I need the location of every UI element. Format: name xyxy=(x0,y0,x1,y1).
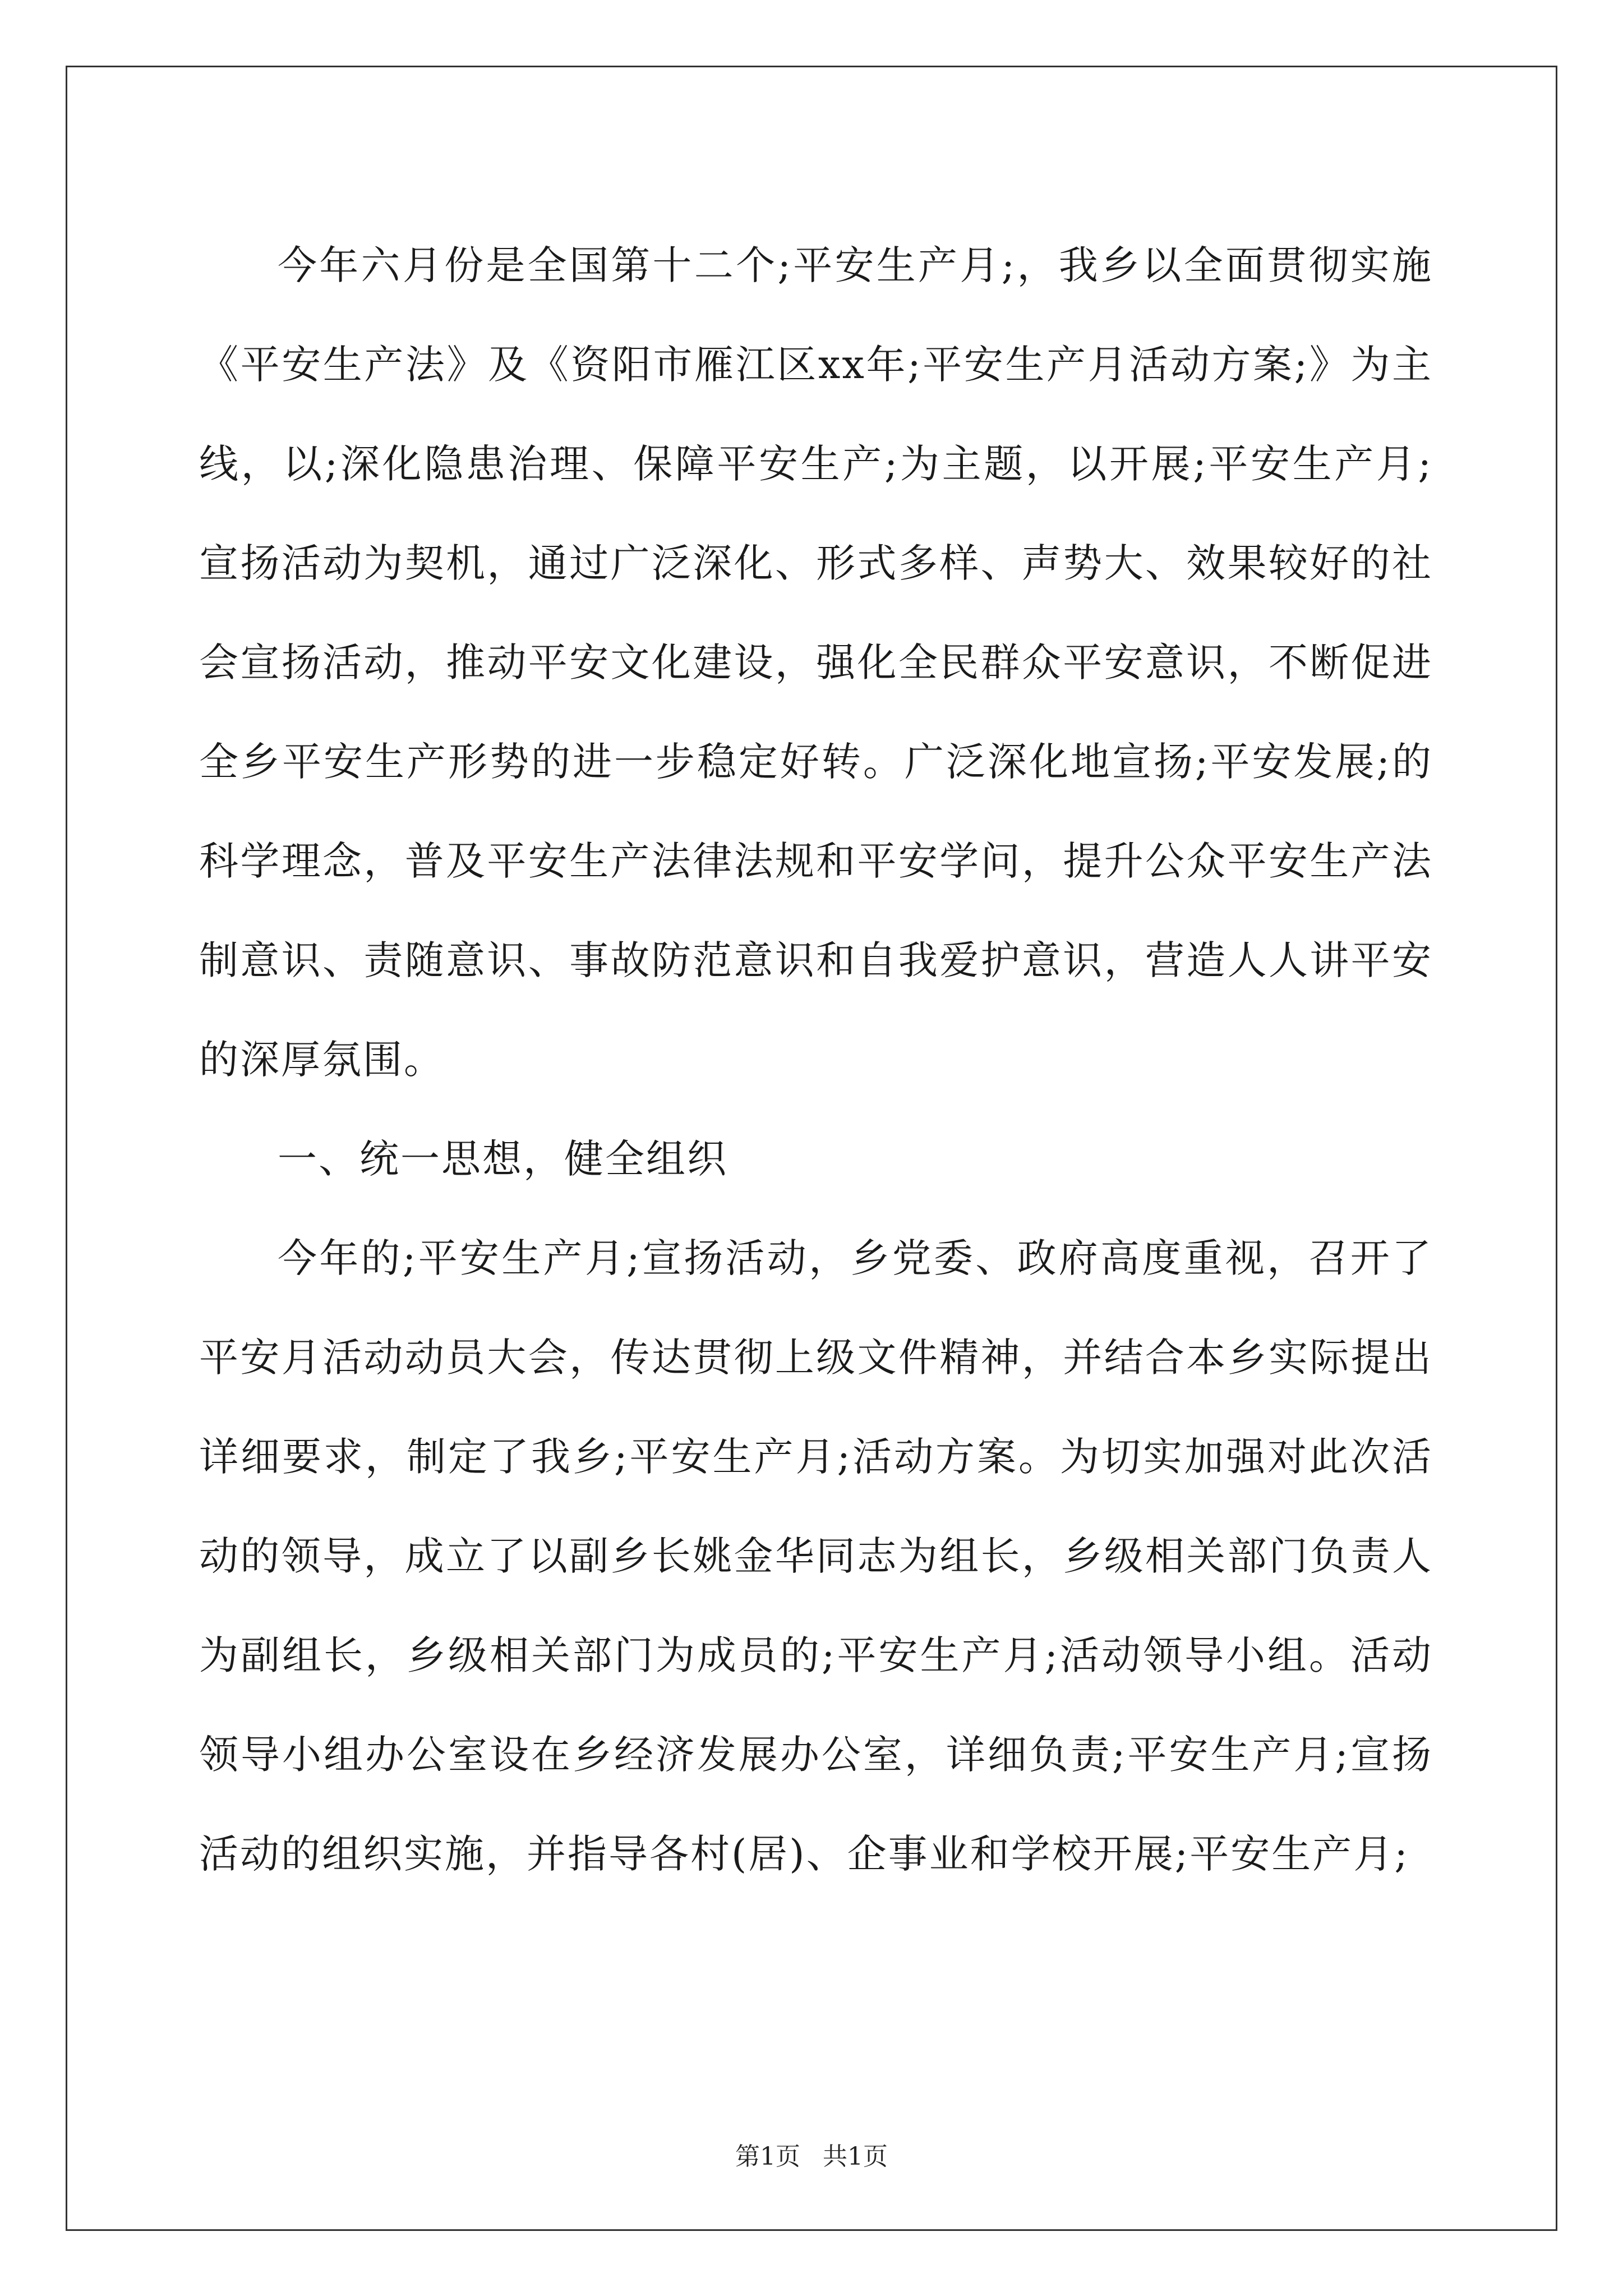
page-number-current: 第1页 xyxy=(735,2142,800,2171)
paragraph-organization: 今年的;平安生产月;宣扬活动，乡党委、政府高度重视，召开了平安月活动动员大会，传达贯彻上级文件精神，并结合本乡实际提出详细要求，制定了我乡;平安生产月;活动方案。为切实加强对此次活动的领导，成立了以副乡长姚金华同志为组长，乡级相关部门负责人为副组长，乡级相关部门为成员的;平安生产月;活动领导小组。活动领导小组办公室设在乡经济发展办公室，详细负责;平安生产月;宣扬活动的组织实施，并指导各村(居)、企事业和学校开展;平安生产月; xyxy=(199,1235,1433,1877)
document-body xyxy=(199,216,1433,1904)
page-number-total: 共1页 xyxy=(823,2142,888,2171)
page-footer xyxy=(0,2136,1623,2172)
section-heading: 一、统一思想，健全组织 xyxy=(278,1136,728,1182)
paragraph-intro: 今年六月份是全国第十二个;平安生产月;，我乡以全面贯彻实施《平安生产法》及《资阳市雁江区xx年;平安生产月活动方案;》为主线，以;深化隐患治理、保障平安生产;为主题，以开展;平安生产月;宣扬活动为契机，通过广泛深化、形式多样、声势大、效果较好的社会宣扬活动，推动平安文化建设，强化全民群众平安意识，不断促进全乡平安生产形势的进一步稳定好转。广泛深化地宣扬;平安发展;的科学理念，普及平安生产法律法规和平安学问，提升公众平安生产法制意识、责随意识、事故防范意识和自我爱护意识，营造人人讲平安的深厚氛围。 xyxy=(199,242,1433,1083)
